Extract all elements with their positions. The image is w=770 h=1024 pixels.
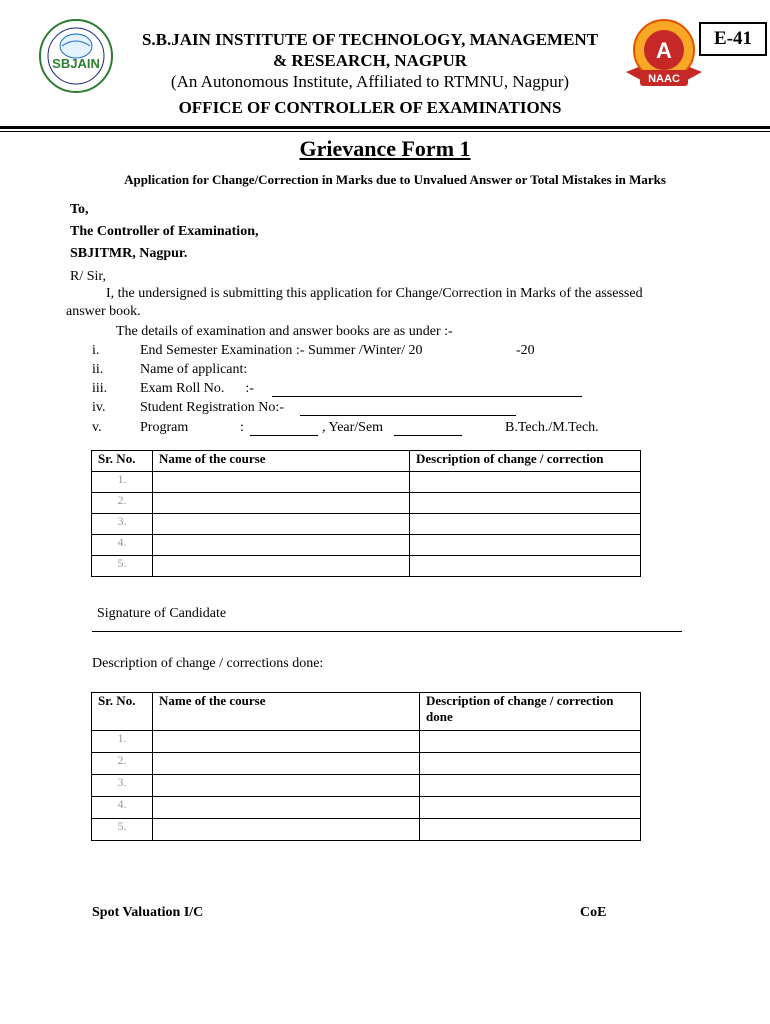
row-num: 3. [92,775,153,797]
course-cell[interactable] [153,731,420,753]
table-row [92,731,641,753]
naac-label: NAAC [648,73,680,85]
spot-valuation-label: Spot Valuation I/C [92,905,204,920]
description-cell[interactable] [420,731,641,753]
item-registration: Student Registration No:- [140,400,284,415]
registration-field[interactable] [300,400,516,416]
table-row [92,753,641,775]
table-row [92,797,641,819]
corrections-label: Description of change / corrections done: [92,656,324,671]
row-num: 3. [92,514,153,535]
year-sem-field[interactable] [394,420,462,436]
row-num: 5. [92,556,153,577]
logo-text: SBJAIN [52,56,100,71]
item-num: iii. [92,381,108,396]
institute-logo [38,18,114,94]
row-num: 4. [92,535,153,556]
table-row [92,493,641,514]
body-line-1: I, the undersigned is submitting this application for Change/Correction in Marks of the assessed [106,286,643,301]
salutation: R/ Sir, [70,269,107,284]
row-num: 4. [92,797,153,819]
institute-name: S.B.JAIN INSTITUTE OF TECHNOLOGY, MANAGEMENT [141,30,599,49]
table-row [92,556,641,577]
addressee-place: SBJITMR, Nagpur. [70,246,188,261]
details-table [91,450,641,577]
course-cell[interactable] [153,797,420,819]
program-colon: : [240,420,244,435]
coe-label: CoE [580,905,607,920]
naac-badge [618,14,710,94]
institute-city: & RESEARCH, NAGPUR [272,51,468,70]
course-cell[interactable] [153,775,420,797]
course-cell[interactable] [153,493,410,514]
description-cell[interactable] [410,514,641,535]
signature-line [92,631,682,632]
table-row [92,535,641,556]
col-description-done: Description of change / correction done [420,693,641,731]
body-line-2: answer book. [66,304,141,319]
header-rule [0,126,770,129]
course-cell[interactable] [153,472,410,493]
signature-label: Signature of Candidate [97,606,227,621]
course-cell[interactable] [153,819,420,841]
col-sr-no: Sr. No. [92,451,153,472]
col-sr-no: Sr. No. [92,693,153,731]
item-num: i. [92,343,100,358]
description-cell[interactable] [420,753,641,775]
course-cell[interactable] [153,514,410,535]
description-cell[interactable] [410,472,641,493]
row-num: 2. [92,493,153,514]
row-num: 1. [92,731,153,753]
details-intro: The details of examination and answer books are as under :- [116,324,453,339]
naac-grade: A [656,38,672,63]
description-cell[interactable] [420,797,641,819]
to-line: To, [70,202,89,217]
course-cell[interactable] [153,535,410,556]
roll-no-field[interactable] [272,381,582,397]
corrections-table [91,692,641,841]
row-num: 1. [92,472,153,493]
addressee: The Controller of Examination, [70,224,259,239]
description-cell[interactable] [410,493,641,514]
table-row [92,775,641,797]
office-title: OFFICE OF CONTROLLER OF EXAMINATIONS [178,98,562,117]
table-header-row [92,451,641,472]
form-subtitle: Application for Change/Correction in Marks due to Unvalued Answer or Total Mistakes in Marks [124,172,666,187]
description-cell[interactable] [410,535,641,556]
col-course: Name of the course [153,693,420,731]
item-exam-year: -20 [516,343,535,358]
item-num: iv. [92,400,106,415]
row-num: 2. [92,753,153,775]
table-header-row [92,693,641,731]
table-row [92,514,641,535]
degree-label: B.Tech./M.Tech. [505,420,599,435]
course-cell[interactable] [153,753,420,775]
row-num: 5. [92,819,153,841]
col-description: Description of change / correction [410,451,641,472]
affiliation-text: (An Autonomous Institute, Affiliated to RTMNU, Nagpur) [170,72,570,91]
description-cell[interactable] [410,556,641,577]
description-cell[interactable] [420,819,641,841]
year-sem-label: , Year/Sem [322,420,384,435]
table-row [92,472,641,493]
item-program: Program [140,420,189,435]
item-num: v. [92,420,102,435]
item-exam: End Semester Examination :- Summer /Winter/ 20 [140,343,423,358]
header-rule-thin [0,131,770,132]
item-roll: Exam Roll No. :- [140,381,258,396]
form-title: Grievance Form 1 [299,136,471,161]
description-cell[interactable] [420,775,641,797]
col-course: Name of the course [153,451,410,472]
item-num: ii. [92,362,104,377]
form-code: E-41 [699,22,767,56]
program-field[interactable] [250,420,318,436]
course-cell[interactable] [153,556,410,577]
item-applicant: Name of applicant: [140,362,248,377]
form-title-wrap [0,136,770,162]
table-row [92,819,641,841]
